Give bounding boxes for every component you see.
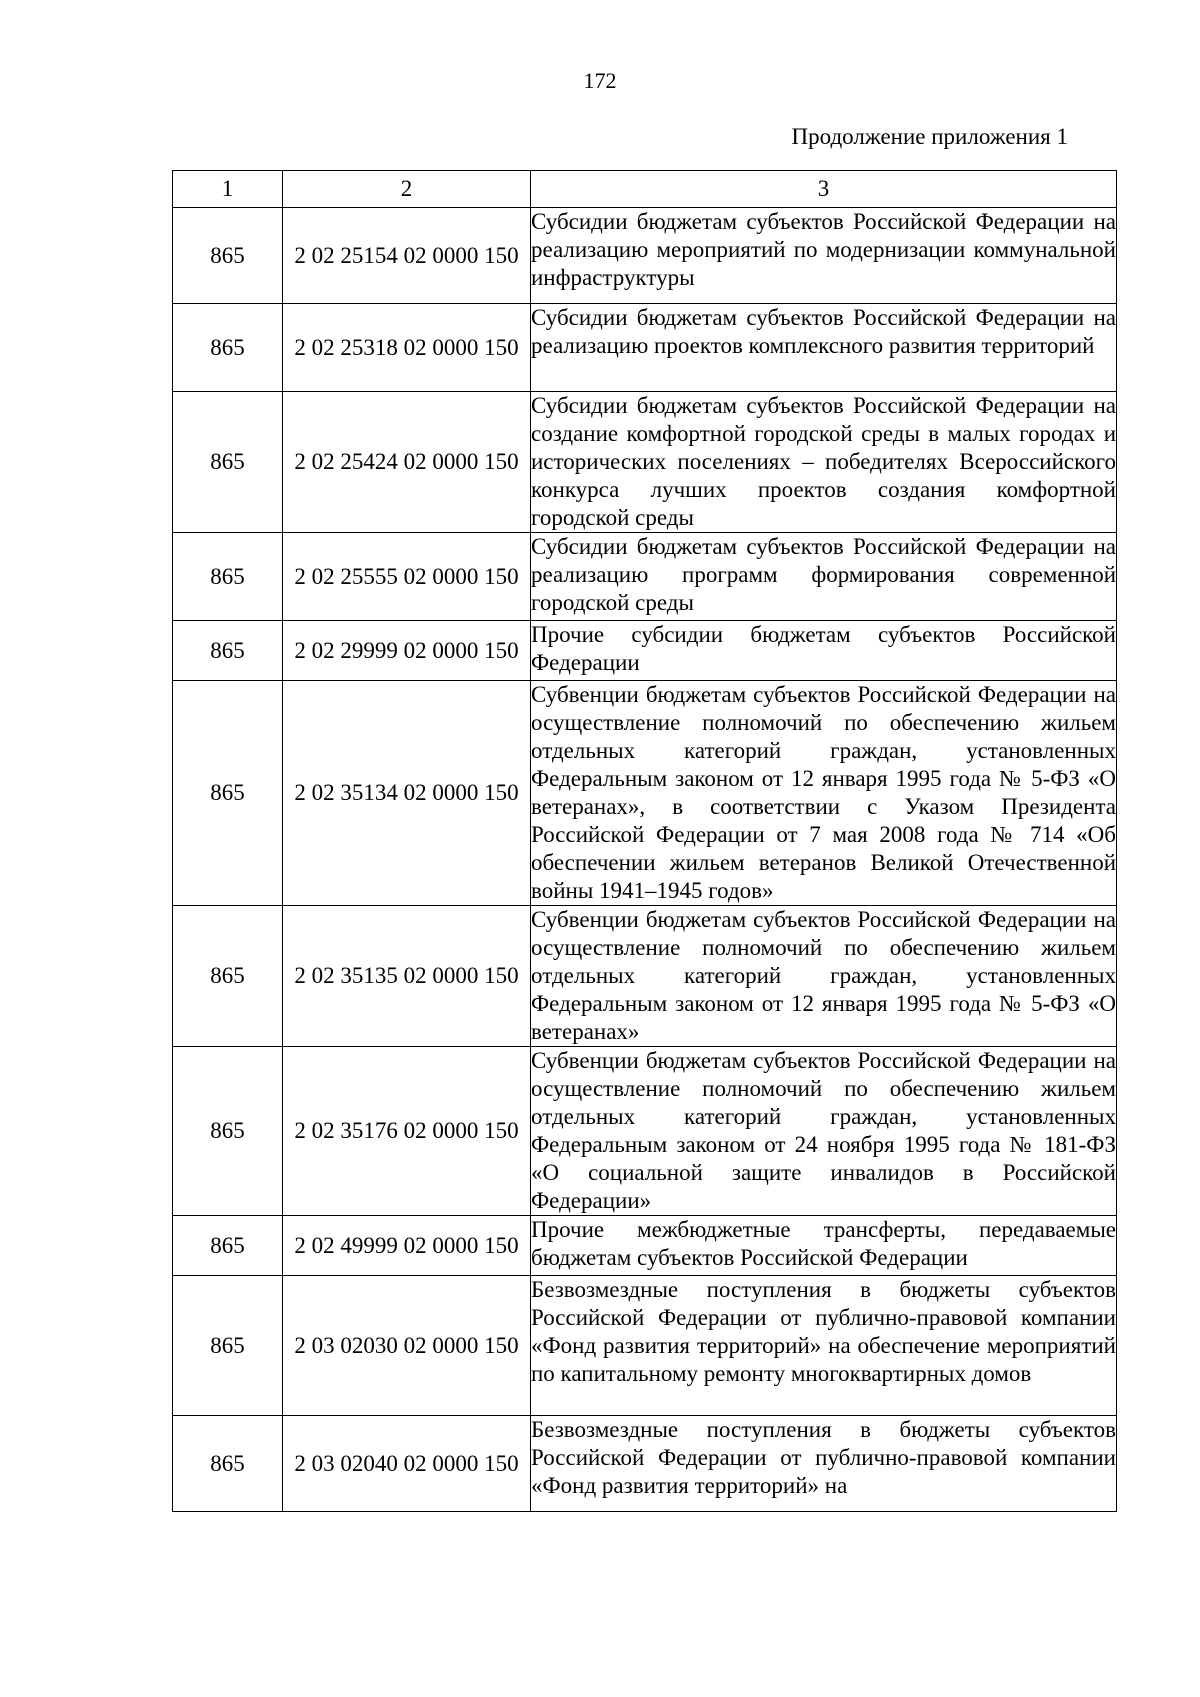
table-row <box>173 1416 1117 1512</box>
budget-classification-code-cell: 2 02 35135 02 0000 150 <box>283 906 531 1047</box>
admin-code-cell: 865 <box>173 392 283 533</box>
page-number: 172 <box>583 68 617 93</box>
revenue-description-cell: Субсидии бюджетам субъектов Российской Федерации на создание комфортной городской среды в малых городах и исторических поселениях – победителях Всероссийского конкурса лучших проектов создания комфортной городской среды <box>531 392 1117 533</box>
admin-code-cell: 865 <box>173 621 283 681</box>
budget-classification-code-cell: 2 02 29999 02 0000 150 <box>283 621 531 681</box>
revenue-description-cell: Безвозмездные поступления в бюджеты субъектов Российской Федерации от публично-правовой компании «Фонд развития территорий» на обеспечение мероприятий по капитальному ремонту многоквартирных домов <box>531 1276 1117 1416</box>
revenue-description-cell: Субвенции бюджетам субъектов Российской Федерации на осуществление полномочий по обеспечению жильем отдельных категорий граждан, установленных Федеральным законом от 12 января 1995 года № 5-ФЗ «О ветеранах», в соответствии с Указом Президента Российской Федерации от 7 мая 2008 года № 714 «Об обеспечении жильем ветеранов Великой Отечественной войны 1941–1945 годов» <box>531 681 1117 906</box>
budget-classification-code-cell: 2 02 49999 02 0000 150 <box>283 1216 531 1276</box>
table-row <box>173 681 1117 906</box>
table-row <box>173 906 1117 1047</box>
admin-code-cell: 865 <box>173 906 283 1047</box>
table-row <box>173 1276 1117 1416</box>
revenue-description-cell: Субвенции бюджетам субъектов Российской Федерации на осуществление полномочий по обеспечению жильем отдельных категорий граждан, установленных Федеральным законом от 24 ноября 1995 года № 181-ФЗ «О социальной защите инвалидов в Российской Федерации» <box>531 1047 1117 1216</box>
admin-code-cell: 865 <box>173 1047 283 1216</box>
budget-classification-code-cell: 2 03 02040 02 0000 150 <box>283 1416 531 1512</box>
admin-code-cell: 865 <box>173 533 283 621</box>
budget-classification-code-cell: 2 03 02030 02 0000 150 <box>283 1276 531 1416</box>
table-row <box>173 621 1117 681</box>
admin-code-cell: 865 <box>173 304 283 392</box>
table-header-row <box>173 171 1117 208</box>
budget-classification-code-cell: 2 02 25154 02 0000 150 <box>283 208 531 304</box>
revenue-description-cell: Прочие субсидии бюджетам субъектов Российской Федерации <box>531 621 1117 681</box>
table-row <box>173 1047 1117 1216</box>
budget-classification-code-cell: 2 02 35134 02 0000 150 <box>283 681 531 906</box>
column-header-2: 2 <box>283 171 531 208</box>
revenue-description-cell: Безвозмездные поступления в бюджеты субъектов Российской Федерации от публично-правовой компании «Фонд развития территорий» на <box>531 1416 1117 1512</box>
admin-code-cell: 865 <box>173 1276 283 1416</box>
admin-code-cell: 865 <box>173 1216 283 1276</box>
revenue-description-cell: Субсидии бюджетам субъектов Российской Федерации на реализацию проектов комплексного развития территорий <box>531 304 1117 392</box>
table-row <box>173 208 1117 304</box>
appendix-continuation-label: Продолжение приложения 1 <box>791 124 1068 149</box>
table-row <box>173 392 1117 533</box>
table-row <box>173 304 1117 392</box>
table-row <box>173 1216 1117 1276</box>
admin-code-cell: 865 <box>173 208 283 304</box>
revenue-description-cell: Субвенции бюджетам субъектов Российской Федерации на осуществление полномочий по обеспечению жильем отдельных категорий граждан, установленных Федеральным законом от 12 января 1995 года № 5-ФЗ «О ветеранах» <box>531 906 1117 1047</box>
revenue-description-cell: Прочие межбюджетные трансферты, передаваемые бюджетам субъектов Российской Федерации <box>531 1216 1117 1276</box>
admin-code-cell: 865 <box>173 681 283 906</box>
budget-classification-code-cell: 2 02 35176 02 0000 150 <box>283 1047 531 1216</box>
revenue-description-cell: Субсидии бюджетам субъектов Российской Федерации на реализацию мероприятий по модернизации коммунальной инфраструктуры <box>531 208 1117 304</box>
table-row <box>173 533 1117 621</box>
budget-classification-code-cell: 2 02 25318 02 0000 150 <box>283 304 531 392</box>
column-header-1: 1 <box>173 171 283 208</box>
revenue-codes-table <box>172 170 1117 1512</box>
budget-classification-code-cell: 2 02 25424 02 0000 150 <box>283 392 531 533</box>
column-header-3: 3 <box>531 171 1117 208</box>
admin-code-cell: 865 <box>173 1416 283 1512</box>
revenue-description-cell: Субсидии бюджетам субъектов Российской Федерации на реализацию программ формирования современной городской среды <box>531 533 1117 621</box>
budget-classification-code-cell: 2 02 25555 02 0000 150 <box>283 533 531 621</box>
